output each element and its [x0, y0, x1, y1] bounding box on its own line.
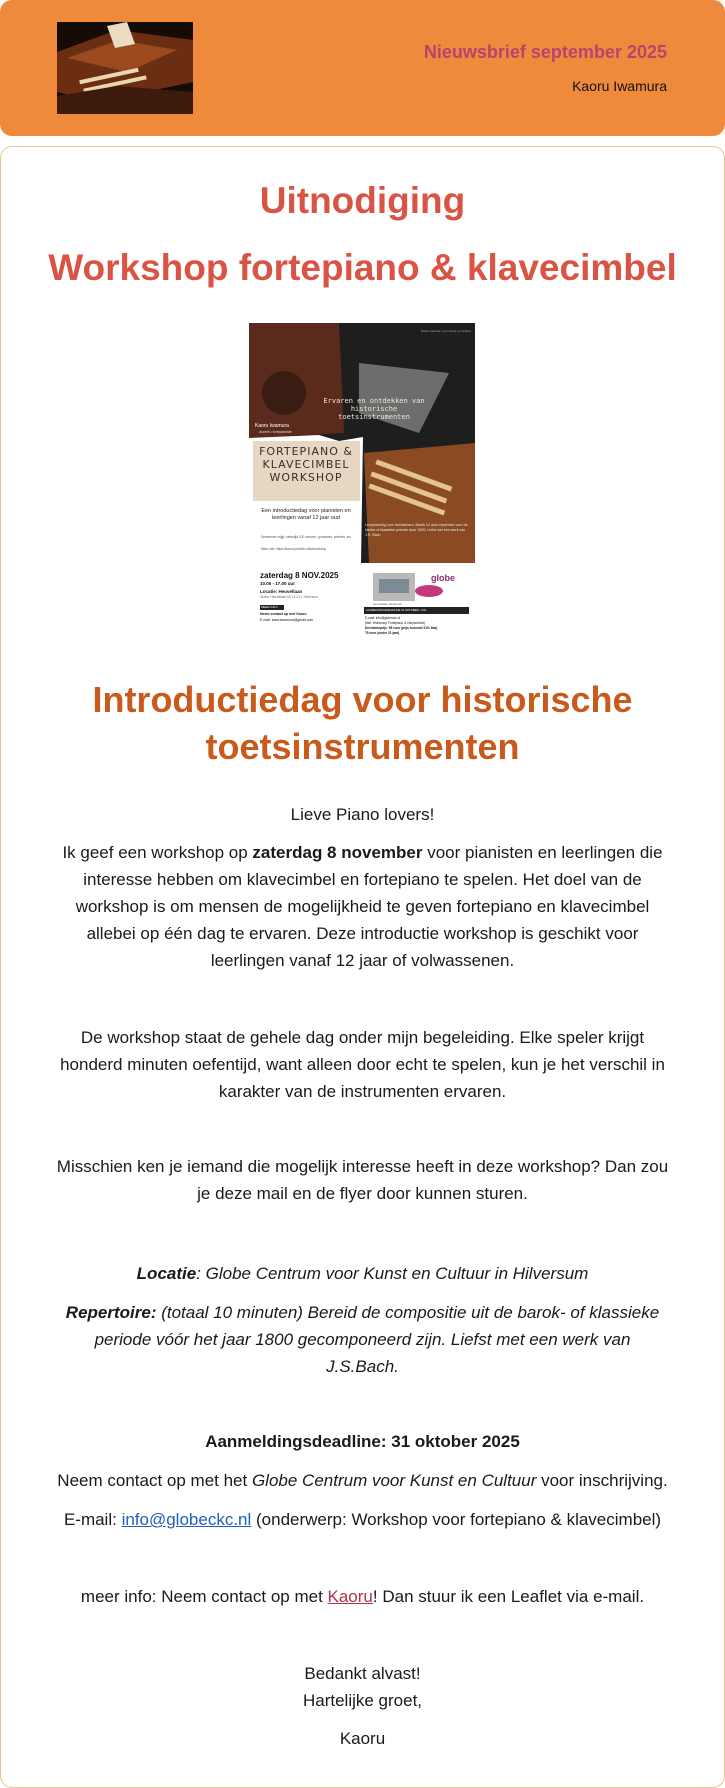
flyer-name-sub: docent • fortepianiste — [259, 430, 292, 434]
flyer-signup-2: (titel: Workshop Fortepiano & Harpsichord) — [365, 621, 426, 625]
flyer-contact-label: MEER INFO — [261, 605, 278, 609]
flyer-time: 10.00 - 17.00 uur — [260, 581, 296, 586]
flyer-price-2: 75 euro (onder 21 jaar) — [365, 631, 400, 635]
harpsichord-photo-icon — [57, 22, 193, 114]
contact-text-1: Neem contact op met het — [57, 1471, 252, 1490]
flyer-detail-2: Meer info: https://kaoru.portfolio.site/workshop — [261, 547, 327, 551]
flyer-date: zaterdag 8 NOV.2025 — [260, 571, 339, 580]
signature: Kaoru — [339, 1729, 386, 1748]
flyer-signup-label: AANMELDINGSDEADLINE 31 OKTOBER • VOL — [366, 608, 427, 612]
location-line — [54, 1260, 671, 1287]
paragraph-intro — [54, 839, 671, 974]
email-line — [40, 1506, 685, 1533]
repertoire-text: (totaal 10 minuten) Bereid de compositie uit de barok- of klassieke periode vóór het jaar 1800 gecomponeerd zijn. Liefst met een werk van J.S.Bach. — [94, 1303, 660, 1376]
flyer-detail-1: Deelnemer krijgt: oefentijd 100 minuten, groepsles, presties, etc. — [261, 535, 352, 539]
paragraph-guidance: De workshop staat de gehele dag onder mijn begeleiding. Elke speler krijgt honderd minuten oefentijd, want alleen door echt te spelen, kun je het verschil in karakter van de instrumenten ervaren. — [60, 1028, 665, 1101]
more-info-line — [54, 1583, 671, 1610]
flyer-globe-logo: globe — [431, 573, 455, 583]
email-label: E-mail: — [63, 1510, 122, 1529]
newsletter-header — [0, 0, 725, 136]
flyer-contact-2: E-mail: kaoruiwamura@gmail.com — [260, 618, 314, 622]
contact-line — [54, 1467, 671, 1494]
globe-centrum-name: Globe Centrum voor Kunst en Cultuur — [251, 1471, 537, 1490]
kaoru-contact-link[interactable]: Kaoru — [327, 1587, 373, 1606]
repertoire-label: Repertoire: — [65, 1303, 157, 1322]
flyer-address: Globe, Heuvellaan 63 1217JJ, Hilversum — [260, 595, 318, 599]
flyer-heading: FORTEPIANO & KLAVECIMBEL WORKSHOP — [259, 445, 353, 484]
flyer-signup-1: E-mail: info@globeckc.nl — [365, 616, 401, 620]
newsletter-author: Kaoru Iwamura — [572, 78, 667, 94]
flyer-building-caption: Heuvellaan Hilversum — [373, 602, 403, 606]
workshop-heading: Workshop fortepiano & klavecimbel — [48, 247, 677, 288]
paragraph-intro-text-2: voor pianisten en leerlingen die interesse hebben om klavecimbel en fortepiano te spelen. Het doel van de workshop is om mensen de mogelijkheid te geven fortepiano en klavecimbel allebei op één dag te ervaren. Deze introductie workshop is geschikt voor leerlingen vanaf 12 jaar of volwassenen. — [75, 843, 663, 970]
more-info-text-2: ! Dan stuur ik een Leaflet via e-mail. — [372, 1587, 645, 1606]
location-label: Locatie — [136, 1264, 197, 1283]
more-info-text-1: meer info: Neem contact op met — [80, 1587, 328, 1606]
flyer-right-text: Leerplanning voor deelnemers: Barok 12 duur repertoire voor de klavier of klassieke periode duur 1800. Liefst met een werk van J.S. Bach. — [365, 523, 468, 537]
thanks-line: Bedankt alvast! — [304, 1664, 421, 1683]
workshop-flyer — [249, 323, 475, 635]
email-link[interactable]: info@globeckc.nl — [121, 1510, 252, 1529]
intro-day-heading: Introductiedag voor historische toetsinstrumenten — [92, 679, 633, 767]
flyer-price-1: Deelnameprijs: 95 euro (prijs inclusief 21% btw) — [365, 626, 438, 630]
flyer-contact-1: Neem contact op met Kaoru — [260, 612, 307, 616]
email-subject: (onderwerp: Workshop voor fortepiano & klavecimbel) — [251, 1510, 662, 1529]
harpsichord-photo — [57, 22, 193, 114]
location-text: : Globe Centrum voor Kunst en Cultuur in Hilversum — [196, 1264, 589, 1283]
workshop-date-bold: zaterdag 8 november — [252, 843, 423, 862]
flyer-intro: Een introductiedag voor pianisten en leerlingen vanaf 12 jaar oud — [261, 508, 351, 521]
repertoire-line — [62, 1299, 663, 1380]
contact-text-2: voor inschrijving. — [536, 1471, 668, 1490]
flyer-top-note: Globe Centrum voor Kunst en Cultuur — [420, 329, 471, 333]
flyer-location: Locatie: Heuvellaan — [260, 589, 303, 594]
flyer-name: Kaoru Iwamura — [255, 423, 289, 429]
flyer-caption: Ervaren en ontdekken van historische toetsinstrumenten — [323, 397, 425, 421]
paragraph-intro-text-1: Ik geef een workshop op — [62, 843, 253, 862]
invitation-heading: Uitnodiging — [259, 180, 466, 221]
signup-deadline: Aanmeldingsdeadline: 31 oktober 2025 — [205, 1432, 520, 1451]
newsletter-title: Nieuwsbrief september 2025 — [423, 42, 667, 62]
greeting: Lieve Piano lovers! — [290, 805, 435, 824]
regards-line: Hartelijke groet, — [302, 1691, 423, 1710]
paragraph-share: Misschien ken je iemand die mogelijk interesse heeft in deze workshop? Dan zou je deze mail en de flyer door kunnen sturen. — [56, 1157, 669, 1203]
